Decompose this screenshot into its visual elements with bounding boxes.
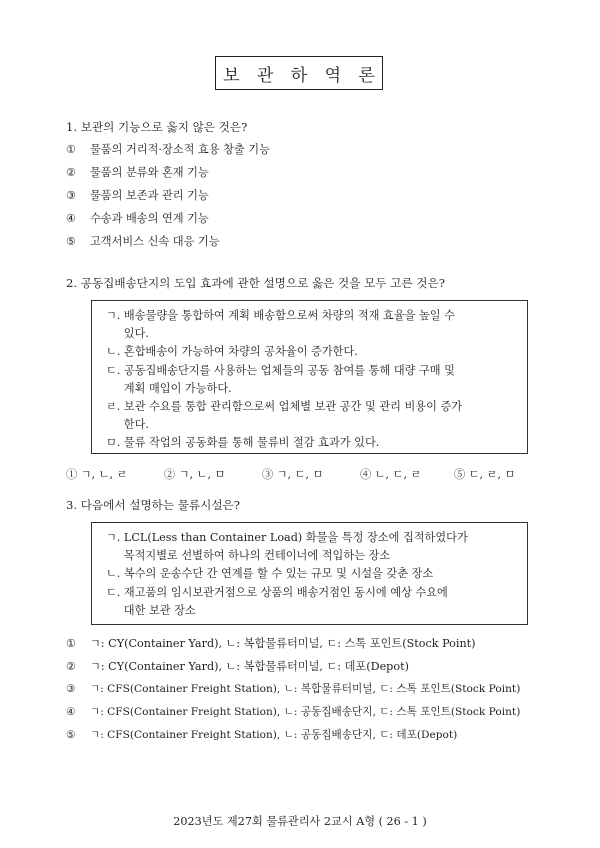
box-statement: ㄴ. 혼합배송이 가능하여 차량의 공차율이 증가한다. xyxy=(106,345,358,359)
option-number: ② xyxy=(66,660,77,673)
box-statement: ㅁ. 물류 작업의 공동화를 통해 물류비 절감 효과가 있다. xyxy=(106,436,380,450)
answer-option xyxy=(66,236,220,247)
answer-option xyxy=(66,167,209,178)
answer-option xyxy=(66,661,409,672)
box-statement: 한다. xyxy=(106,418,149,432)
option-number: ④ xyxy=(66,706,76,718)
box-statement: 목적지별로 선별하여 하나의 컨테이너에 적입하는 장소 xyxy=(106,549,391,563)
answer-option xyxy=(66,730,457,741)
option-text: ㄱ: CY(Container Yard), ㄴ: 복합물류터미널, ㄷ: 스톡 포인트(Stock Point) xyxy=(90,637,476,650)
question-2-answers xyxy=(66,469,546,483)
option-text: 물품의 분류와 혼재 기능 xyxy=(90,166,209,179)
option-number: ④ xyxy=(66,212,77,225)
question-2: 2. 공동집배송단지의 도입 효과에 관한 설명으로 옳은 것을 모두 고른 것은? xyxy=(66,276,445,290)
box-statement: ㄴ. 복수의 운송수단 간 연계를 할 수 있는 규모 및 시설을 갖춘 장소 xyxy=(106,567,434,581)
page-footer: 2023년도 제27회 물류관리사 2교시 A형 ( 26 - 1 ) xyxy=(173,815,427,828)
option-text: ㄱ: CY(Container Yard), ㄴ: 복합물류터미널, ㄷ: 데포(Depot) xyxy=(90,660,409,673)
box-statement: 있다. xyxy=(106,327,149,341)
box-statement: ㄱ. 배송물량을 통합하여 계획 배송함으로써 차량의 적재 효율을 높일 수 xyxy=(106,309,455,322)
answer-option: ⑤ ㄷ, ㄹ, ㅁ xyxy=(454,468,516,481)
option-number: ⑤ xyxy=(66,235,77,248)
question-1: 1. 보관의 기능으로 옳지 않은 것은? xyxy=(66,120,248,134)
question-2-box xyxy=(91,300,528,454)
box-statement: ㄷ. 공동집배송단지를 사용하는 업체들의 공동 참여를 통해 대량 구매 및 xyxy=(106,363,455,377)
box-statement: ㄷ. 재고품의 임시보관거점으로 상품의 배송거점인 동시에 예상 수요에 xyxy=(106,585,448,599)
option-text: 물품의 보존과 관리 기능 xyxy=(90,189,209,202)
question-3-box xyxy=(91,522,528,625)
page-title: 보 관 하 역 론 xyxy=(215,56,383,90)
answer-option: ④ ㄴ, ㄷ, ㄹ xyxy=(360,468,422,481)
answer-option: ① ㄱ, ㄴ, ㄹ xyxy=(66,468,128,481)
answer-option xyxy=(66,213,209,224)
box-statement: ㄱ. LCL(Less than Container Load) 화물을 특정 장소에 집적하였다가 xyxy=(106,531,468,544)
box-statement: 대한 보관 장소 xyxy=(106,603,196,617)
option-number: ⑤ xyxy=(66,729,76,741)
answer-option xyxy=(66,707,520,718)
option-number: ③ xyxy=(66,189,77,202)
option-text: ㄱ: CFS(Container Freight Station), ㄴ: 공동집배송단지, ㄷ: 데포(Depot) xyxy=(90,729,458,741)
option-number: ② xyxy=(66,166,77,179)
option-number: ① xyxy=(66,143,77,156)
option-text: 수송과 배송의 연계 기능 xyxy=(90,212,209,225)
box-statement: 계획 매입이 가능하다. xyxy=(106,381,232,395)
option-text: 물품의 거리적·장소적 효용 창출 기능 xyxy=(90,143,270,156)
answer-option xyxy=(66,684,520,695)
option-text: ㄱ: CFS(Container Freight Station), ㄴ: 공동집배송단지, ㄷ: 스톡 포인트(Stock Point) xyxy=(90,706,521,718)
option-number: ① xyxy=(66,637,77,650)
answer-option xyxy=(66,638,476,649)
answer-option xyxy=(66,144,270,155)
box-statement: ㄹ. 보관 수요를 통합 관리함으로써 업체별 보관 공간 및 관리 비용이 증가 xyxy=(106,400,463,413)
question-3: 3. 다음에서 설명하는 물류시설은? xyxy=(66,498,240,512)
answer-option: ② ㄱ, ㄴ, ㅁ xyxy=(164,468,226,481)
answer-option: ③ ㄱ, ㄷ, ㅁ xyxy=(262,468,324,481)
option-text: ㄱ: CFS(Container Freight Station), ㄴ: 복합물류터미널, ㄷ: 스톡 포인트(Stock Point) xyxy=(90,683,521,695)
option-text: 고객서비스 신속 대응 기능 xyxy=(90,235,220,248)
option-number: ③ xyxy=(66,683,76,695)
answer-option xyxy=(66,190,209,201)
